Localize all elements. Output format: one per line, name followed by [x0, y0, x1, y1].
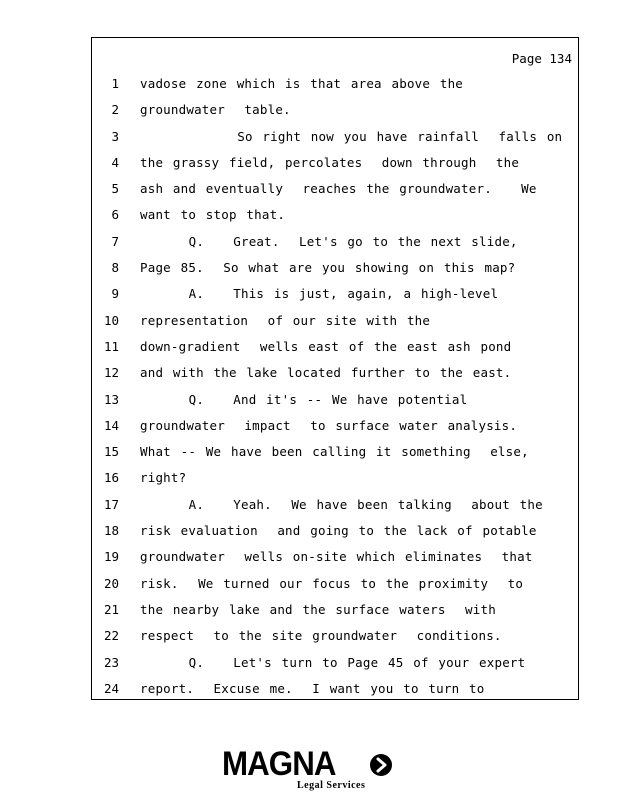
line-text: want to stop that. — [140, 207, 286, 223]
transcript-line — [92, 176, 578, 202]
line-text: A. This is just, again, a high-level — [140, 286, 499, 302]
line-number: 4 — [111, 154, 119, 170]
line-text: risk evaluation and going to the lack of potable — [140, 523, 537, 539]
line-text: groundwater impact to surface water analysis. — [140, 417, 518, 433]
line-text: down-gradient wells east of the east ash pond — [140, 338, 512, 354]
transcript-page — [91, 37, 579, 700]
transcript-line — [92, 650, 578, 676]
transcript-line — [92, 150, 578, 176]
line-number: 15 — [103, 444, 119, 460]
line-number: 22 — [103, 628, 119, 644]
line-text: Page 85. So what are you showing on this map? — [140, 260, 516, 276]
line-number: 2 — [111, 102, 119, 118]
line-number: 20 — [103, 575, 119, 591]
transcript-line — [92, 492, 578, 518]
transcript-line — [92, 387, 578, 413]
line-number: 10 — [103, 312, 119, 328]
line-number: 21 — [103, 601, 119, 617]
line-text: and with the lake located further to the east. — [140, 365, 512, 381]
line-number: 24 — [103, 680, 119, 696]
line-text: the grassy field, percolates down through the — [140, 154, 520, 170]
line-number: 3 — [111, 128, 119, 144]
logo-wordmark: MAGNA — [222, 745, 336, 783]
line-text: Q. And it's -- We have potential — [140, 391, 468, 407]
transcript-line — [92, 334, 578, 360]
line-text: groundwater table. — [140, 102, 291, 118]
right-arrow-circle-icon — [370, 754, 392, 776]
line-text: the nearby lake and the surface waters with — [140, 601, 496, 617]
transcript-line — [92, 465, 578, 491]
transcript-line — [92, 202, 578, 228]
line-text: representation of our site with the — [140, 312, 431, 328]
line-text: report. Excuse me. I want you to turn to — [140, 680, 485, 696]
transcript-line — [92, 229, 578, 255]
line-number: 12 — [103, 365, 119, 381]
transcript-line — [92, 360, 578, 386]
line-text: What -- We have been calling it something else, — [140, 444, 529, 460]
transcript-line — [92, 97, 578, 123]
line-number: 23 — [103, 654, 119, 670]
transcript-line — [92, 308, 578, 334]
transcript-line — [92, 623, 578, 649]
line-text: Q. Let's turn to Page 45 of your expert — [140, 654, 526, 670]
line-text: A. Yeah. We have been talking about the — [140, 496, 543, 512]
transcript-line — [92, 413, 578, 439]
line-number: 11 — [103, 338, 119, 354]
page-number: Page 134 — [511, 51, 572, 66]
line-number: 8 — [111, 260, 119, 276]
line-text: groundwater wells on-site which eliminates that — [140, 549, 533, 565]
line-number: 18 — [103, 523, 119, 539]
line-number: 6 — [111, 207, 119, 223]
line-text: Q. Great. Let's go to the next slide, — [140, 233, 518, 249]
transcript-line — [92, 571, 578, 597]
magna-logo — [222, 746, 402, 794]
transcript-line — [92, 544, 578, 570]
line-text: So right now you have rainfall falls on — [140, 128, 563, 144]
line-number: 17 — [103, 496, 119, 512]
line-text: risk. We turned our focus to the proximity to — [140, 575, 524, 591]
line-number: 5 — [111, 181, 119, 197]
transcript-line — [92, 71, 578, 97]
line-number: 13 — [103, 391, 119, 407]
line-text: respect to the site groundwater conditions. — [140, 628, 502, 644]
line-number: 9 — [111, 286, 119, 302]
line-text: ash and eventually reaches the groundwater. We — [140, 181, 537, 197]
transcript-line — [92, 281, 578, 307]
line-number: 7 — [111, 233, 119, 249]
transcript-line — [92, 124, 578, 150]
transcript-line — [92, 255, 578, 281]
transcript-line — [92, 518, 578, 544]
transcript-line — [92, 439, 578, 465]
line-number: 14 — [103, 417, 119, 433]
transcript-line — [92, 597, 578, 623]
logo-subtitle: Legal Services — [297, 780, 366, 791]
transcript-line — [92, 676, 578, 702]
line-text: vadose zone which is that area above the — [140, 76, 464, 91]
line-text: right? — [140, 470, 187, 486]
line-number: 16 — [103, 470, 119, 486]
line-number: 1 — [111, 76, 119, 91]
transcript-lines — [92, 71, 578, 702]
line-number: 19 — [103, 549, 119, 565]
